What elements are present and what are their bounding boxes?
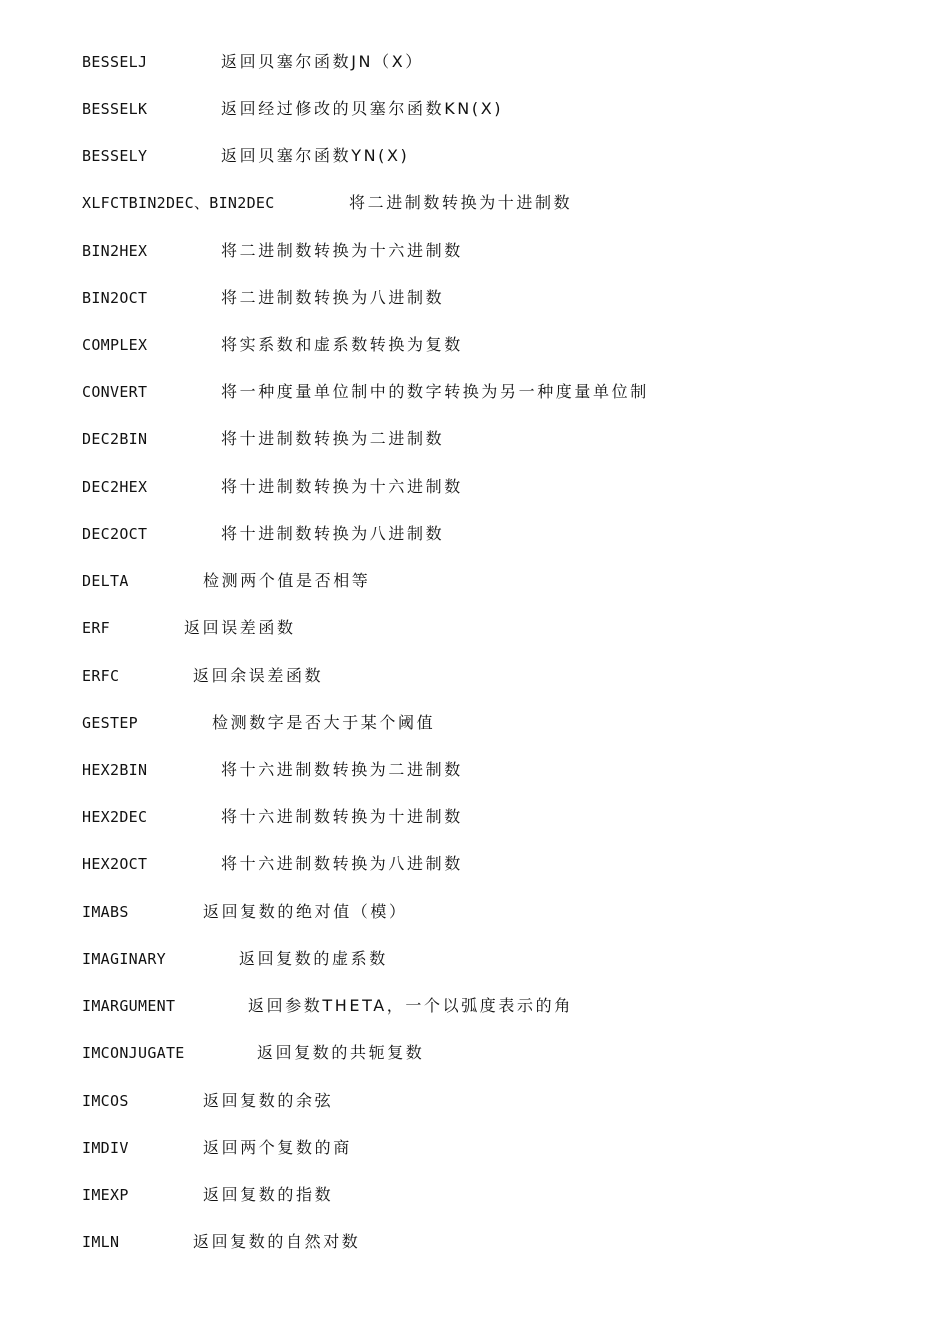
function-description: 将二进制数转换为十进制数	[349, 193, 573, 212]
function-name: BESSELK	[82, 100, 148, 118]
function-description: 返回复数的绝对值（模）	[203, 902, 408, 921]
function-name: ERF	[82, 619, 110, 637]
function-description: 将二进制数转换为十六进制数	[221, 241, 463, 260]
function-description: 将二进制数转换为八进制数	[221, 288, 445, 307]
function-name: XLFCTBIN2DEC、BIN2DEC	[82, 194, 275, 212]
function-description: 将实系数和虚系数转换为复数	[221, 335, 463, 354]
function-description: 返回复数的指数	[203, 1185, 334, 1204]
function-description: 将十进制数转换为二进制数	[221, 429, 445, 448]
function-description: 将十六进制数转换为二进制数	[221, 760, 463, 779]
function-name: IMEXP	[82, 1186, 129, 1204]
function-description: 检测数字是否大于某个阈值	[212, 713, 436, 732]
function-name: DELTA	[82, 572, 129, 590]
function-name: BESSELJ	[82, 53, 148, 71]
function-name: ERFC	[82, 667, 120, 685]
function-description: 返回余误差函数	[193, 666, 324, 685]
function-description: 将十进制数转换为八进制数	[221, 524, 445, 543]
function-description: 返回两个复数的商	[203, 1138, 352, 1157]
function-description: 返回贝塞尔函数YN(X)	[221, 146, 410, 165]
function-name: IMDIV	[82, 1139, 129, 1157]
function-name: COMPLEX	[82, 336, 148, 354]
function-name: IMCOS	[82, 1092, 129, 1110]
function-description: 检测两个值是否相等	[203, 571, 371, 590]
function-description: 将一种度量单位制中的数字转换为另一种度量单位制	[221, 382, 649, 401]
function-description: 返回误差函数	[184, 618, 296, 637]
function-description: 返回复数的自然对数	[193, 1232, 361, 1251]
function-name: IMAGINARY	[82, 950, 166, 968]
function-description: 返回复数的共轭复数	[257, 1043, 425, 1062]
function-description: 返回复数的余弦	[203, 1091, 334, 1110]
function-name: DEC2HEX	[82, 478, 148, 496]
function-description: 返回参数THETA，一个以弧度表示的角	[248, 996, 573, 1015]
function-description: 将十进制数转换为十六进制数	[221, 477, 463, 496]
function-name: HEX2OCT	[82, 855, 148, 873]
function-description: 将十六进制数转换为十进制数	[221, 807, 463, 826]
function-name: BIN2OCT	[82, 289, 148, 307]
function-description: 返回经过修改的贝塞尔函数KN(X)	[221, 99, 504, 118]
function-name: HEX2DEC	[82, 808, 148, 826]
function-name: HEX2BIN	[82, 761, 148, 779]
function-description: 返回贝塞尔函数JN（X）	[221, 52, 424, 71]
function-name: IMLN	[82, 1233, 120, 1251]
function-name: IMCONJUGATE	[82, 1044, 185, 1062]
function-name: CONVERT	[82, 383, 148, 401]
function-description: 将十六进制数转换为八进制数	[221, 854, 463, 873]
function-name: IMABS	[82, 903, 129, 921]
function-name: BIN2HEX	[82, 242, 148, 260]
function-name: BESSELY	[82, 147, 148, 165]
function-name: GESTEP	[82, 714, 138, 732]
function-description: 返回复数的虚系数	[239, 949, 388, 968]
function-name: DEC2OCT	[82, 525, 148, 543]
function-name: IMARGUMENT	[82, 997, 176, 1015]
function-name: DEC2BIN	[82, 430, 148, 448]
